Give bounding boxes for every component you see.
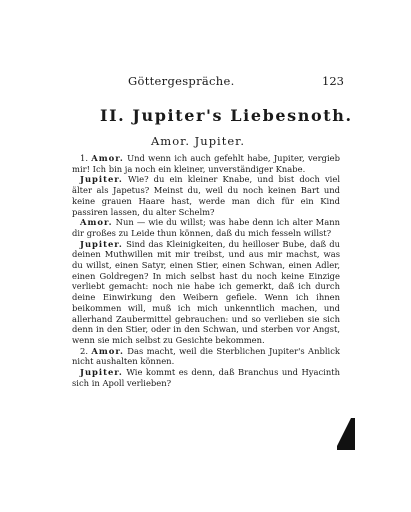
speech-text: Das macht, weil die Sterblichen Jupiter's Anblick nicht aushalten können. bbox=[72, 345, 340, 367]
chapter-title: Jupiter's Liebesnoth. bbox=[132, 106, 353, 125]
dialogue-body bbox=[72, 153, 340, 388]
chapter-heading bbox=[100, 106, 360, 125]
speaker-name: Amor. bbox=[91, 153, 124, 163]
page-corner-mark-icon bbox=[337, 418, 355, 450]
section-marker: 1. bbox=[80, 153, 88, 163]
speech-text: Nun — wie du willst; was habe denn ich alter Mann dir großes zu Leide thun können, daß du mich fesseln willst? bbox=[72, 217, 340, 238]
speech-text: Wie kommt es denn, daß Branchus und Hyacinth sich in Apoll verlieben? bbox=[72, 367, 340, 388]
section-marker: 2. bbox=[80, 345, 88, 356]
speaker-name: Amor. bbox=[80, 217, 113, 228]
dialogue-paragraph bbox=[72, 346, 340, 367]
speech-text: Wie? du ein kleiner Knabe, und bist doch viel älter als Japetus? Meinst du, weil du noch keinen Bart und keine grauen Haare hast, werde man dich für ein Kind passiren lassen, du alter Schelm? bbox=[72, 174, 340, 217]
speech-text: Sind das Kleinigkeiten, du heilloser Bube, daß du deinen Muthwillen mit mir treibst, und aus mir machst, was du willst, einen Satyr, einen Stier, einen Schwan, einen Adler, einen Goldregen? In mich selbst hast du noch keine Einzige verliebt gemacht: noch nie habe ich gemerkt, daß ich durch deine Einwirkung den Weibern gefiele. Wenn ich ihnen beikommen will, muß ich mich unkenntlich machen, und allerhand Zaubermittel gebrauchen: und so verlieben sie sich denn in den Stier, oder in den Schwan, und sterben vor Angst, wenn sie mich selbst zu Gesichte bekommen. bbox=[72, 238, 340, 345]
chapter-number: II. bbox=[100, 106, 126, 125]
dialogue-paragraph bbox=[72, 239, 340, 346]
running-head: Göttergespräche. bbox=[128, 74, 235, 88]
speaker-name: Jupiter. bbox=[80, 174, 123, 185]
speaker-name: Amor. bbox=[91, 345, 124, 356]
page-number: 123 bbox=[322, 74, 344, 88]
dialogue-paragraph bbox=[72, 217, 340, 238]
dialogue-paragraph bbox=[72, 153, 340, 174]
dialogue-characters: Amor. Jupiter. bbox=[151, 134, 246, 148]
speech-text: Und wenn ich auch gefehlt habe, Jupiter, vergieb mir! Ich bin ja noch ein kleiner, unverständiger Knabe. bbox=[72, 153, 340, 174]
speaker-name: Jupiter. bbox=[80, 238, 123, 249]
speaker-name: Jupiter. bbox=[80, 367, 123, 378]
dialogue-paragraph bbox=[72, 174, 340, 217]
dialogue-paragraph bbox=[72, 367, 340, 388]
